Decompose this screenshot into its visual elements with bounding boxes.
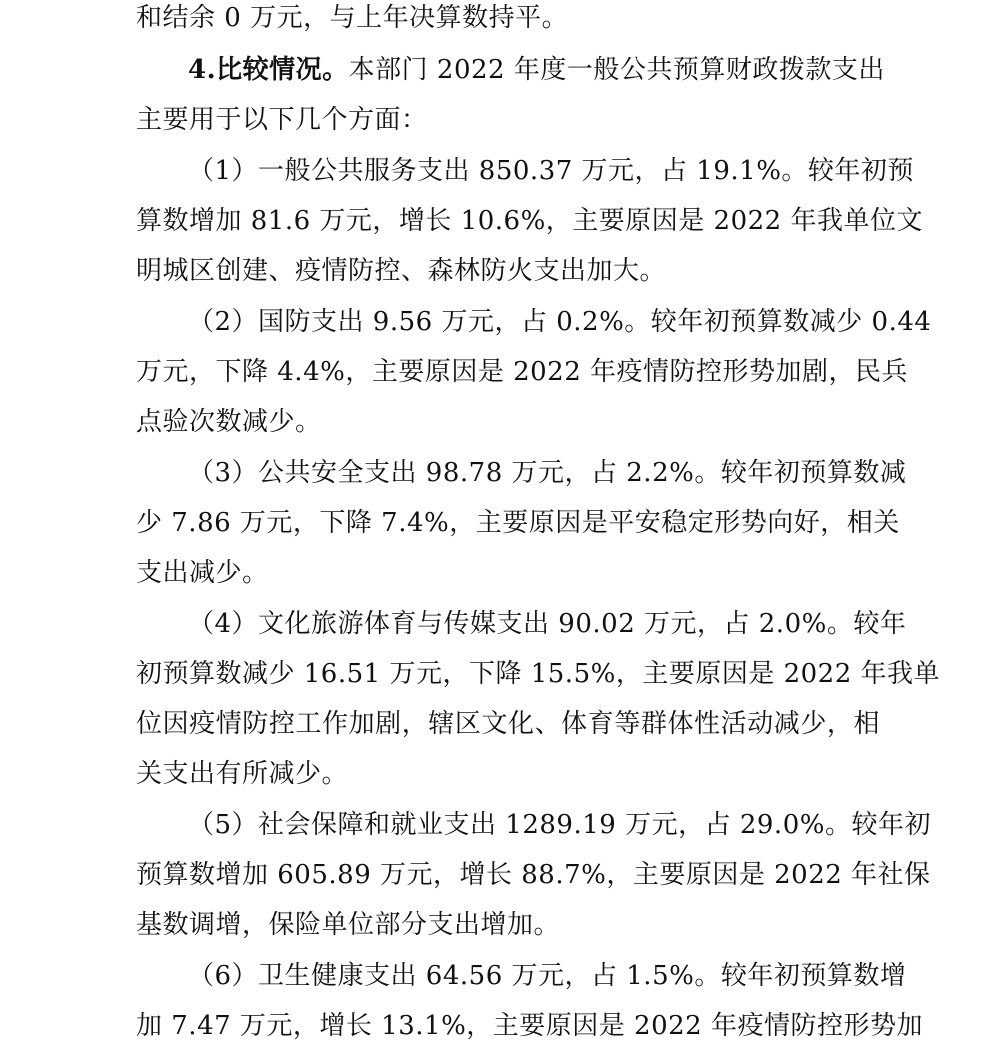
item-3-line: 少 7.86 万元，下降 7.4%，主要原因是平安稳定形势向好，相关: [136, 508, 900, 538]
item-2-line: （2）国防支出 9.56 万元，占 0.2%。较年初预算数减少 0.44: [188, 307, 932, 337]
item-6-line: （6）卫生健康支出 64.56 万元，占 1.5%。较年初预算数增: [188, 961, 907, 991]
item-4-line: 初预算数减少 16.51 万元，下降 15.5%，主要原因是 2022 年我单: [136, 659, 941, 689]
item-4-line: 关支出有所减少。: [136, 759, 349, 789]
section-heading: 4.比较情况。: [188, 55, 349, 85]
section-4-line: 主要用于以下几个方面：: [136, 105, 428, 135]
item-4-line: 位因疫情防控工作加剧，辖区文化、体育等群体性活动减少，相: [136, 709, 880, 739]
item-2-line: 点验次数减少。: [136, 407, 322, 437]
item-4-line: （4）文化旅游体育与传媒支出 90.02 万元，占 2.0%。较年: [188, 609, 907, 639]
paragraph-carryover-line: 和结余 0 万元，与上年决算数持平。: [136, 3, 569, 33]
item-1-line: 算数增加 81.6 万元，增长 10.6%，主要原因是 2022 年我单位文: [136, 206, 923, 236]
section-4-first-line: [188, 50, 885, 90]
item-5-line: 基数调增，保险单位部分支出增加。: [136, 910, 561, 940]
item-1-line: 明城区创建、疫情防控、森林防火支出加大。: [136, 256, 667, 286]
item-3-line: 支出减少。: [136, 558, 269, 588]
item-6-line: 加 7.47 万元，增长 13.1%，主要原因是 2022 年疫情防控形势加: [136, 1011, 923, 1041]
section-4-text: 本部门 2022 年度一般公共预算财政拨款支出: [348, 55, 885, 85]
item-1-line: （1）一般公共服务支出 850.37 万元，占 19.1%。较年初预: [188, 156, 914, 186]
item-5-line: 预算数增加 605.89 万元，增长 88.7%，主要原因是 2022 年社保: [136, 860, 931, 890]
item-2-line: 万元，下降 4.4%，主要原因是 2022 年疫情防控形势加剧，民兵: [136, 357, 909, 387]
item-3-line: （3）公共安全支出 98.78 万元，占 2.2%。较年初预算数减: [188, 458, 907, 488]
item-5-line: （5）社会保障和就业支出 1289.19 万元，占 29.0%。较年初: [188, 810, 931, 840]
